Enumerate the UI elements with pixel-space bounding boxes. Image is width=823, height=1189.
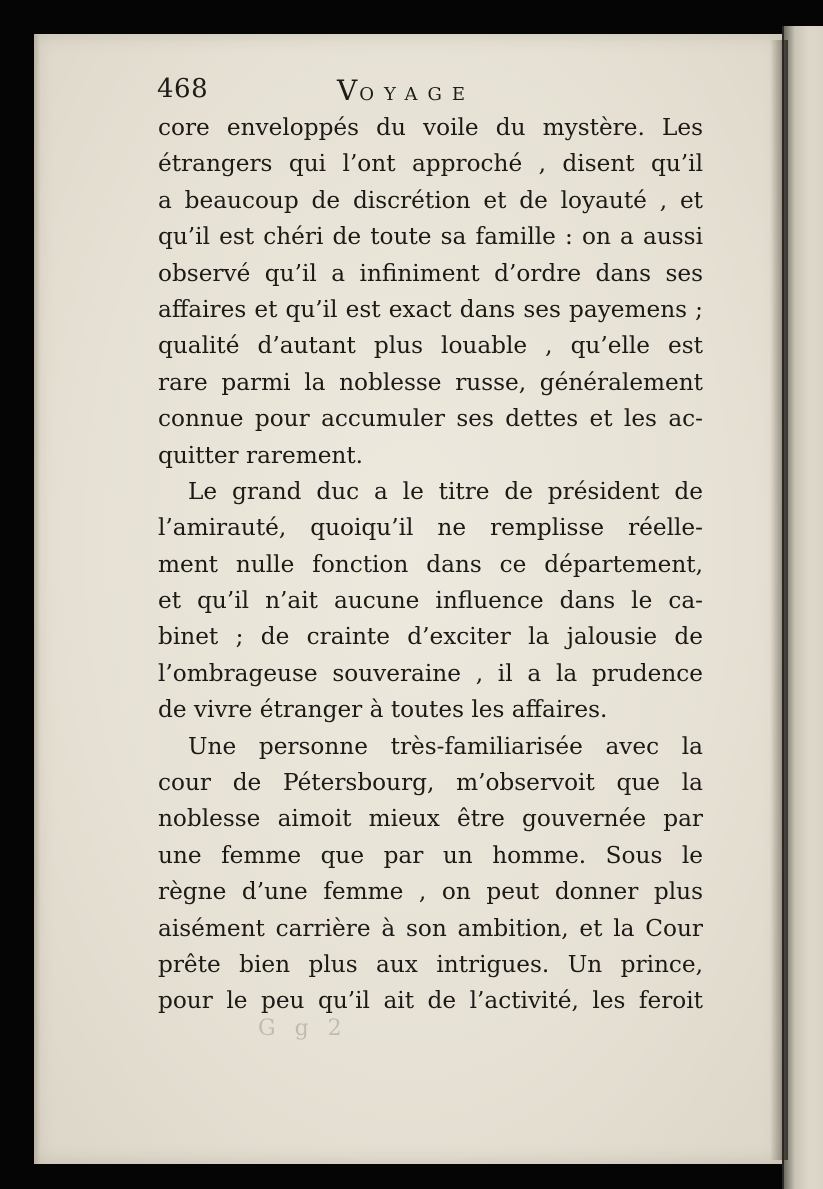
text-line: a beaucoup de discrétion et de loyauté , et (158, 186, 703, 214)
text-line: pour le peu qu’il ait de l’activité, les feroit (158, 987, 703, 1015)
text-line: observé qu’il a infiniment d’ordre dans ses (158, 259, 703, 287)
text-line: Le grand duc a le titre de président de (188, 477, 703, 505)
text-line: une femme que par un homme. Sous le (158, 841, 703, 869)
signature-mark: G g 2 (258, 1016, 348, 1041)
text-line: noblesse aimoit mieux être gouvernée par (158, 805, 703, 833)
running-head (337, 74, 475, 107)
text-line: binet ; de crainte d’exciter la jalousie de (158, 623, 703, 651)
text-line: et qu’il n’ait aucune influence dans le ca- (158, 587, 703, 615)
facing-page-edge (782, 26, 823, 1189)
text-line: affaires et qu’il est exact dans ses payemens ; (158, 295, 703, 323)
running-head-initial: V (337, 74, 360, 107)
gutter-shadow (770, 40, 788, 1160)
text-line: aisément carrière à son ambition, et la Cour (158, 914, 703, 942)
text-line: cour de Pétersbourg, m’observoit que la (158, 769, 703, 797)
text-line: core enveloppés du voile du mystère. Les (158, 114, 703, 141)
text-line: de vivre étranger à toutes les affaires. (158, 696, 608, 724)
text-line: rare parmi la noblesse russe, généralement (158, 368, 703, 396)
text-line: règne d’une femme , on peut donner plus (158, 878, 703, 906)
text-line: l’ombrageuse souveraine , il a la prudence (158, 659, 703, 687)
text-line: Une personne très-familiarisée avec la (188, 732, 703, 760)
text-line: ment nulle fonction dans ce département, (158, 550, 703, 578)
text-line: prête bien plus aux intrigues. Un prince, (158, 950, 703, 978)
text-line: qu’il est chéri de toute sa famille : on a aussi (158, 223, 703, 251)
page-number: 468 (157, 74, 209, 104)
text-line: quitter rarement. (158, 441, 364, 469)
text-line: l’amirauté, quoiqu’il ne remplisse réelle- (158, 514, 703, 542)
page-edge-shading (34, 34, 40, 1164)
running-head-rest: OYAGE (359, 84, 475, 105)
text-line: qualité d’autant plus louable , qu’elle est (158, 332, 703, 360)
text-line: connue pour accumuler ses dettes et les ac- (158, 405, 703, 433)
text-line: étrangers qui l’ont approché , disent qu’il (158, 150, 703, 178)
body-text (158, 110, 703, 1020)
page-header (157, 74, 717, 108)
